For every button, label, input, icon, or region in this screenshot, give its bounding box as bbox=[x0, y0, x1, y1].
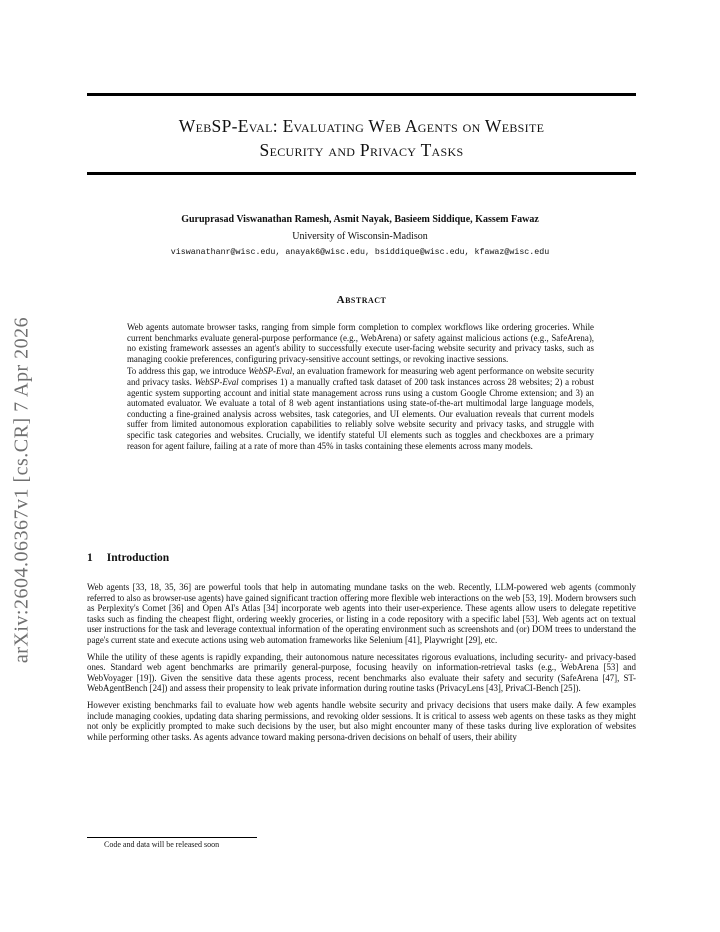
section-title: Introduction bbox=[106, 552, 170, 564]
title-line-1: WebSP-Eval: Evaluating Web Agents on Website bbox=[178, 116, 545, 136]
paper-title bbox=[87, 114, 636, 162]
framework-name: WebSP-Eval bbox=[194, 376, 239, 387]
arxiv-id: arXiv:2604.06367v1 [cs.CR] 7 Apr 2026 bbox=[10, 316, 33, 664]
section-number: 1 bbox=[87, 552, 93, 564]
title-line-2: Security and Privacy Tasks bbox=[259, 140, 464, 160]
author-emails: viswanathanr@wisc.edu, anayak6@wisc.edu, bsiddique@wisc.edu, kfawaz@wisc.edu bbox=[170, 248, 550, 257]
footnote-rule bbox=[87, 837, 257, 838]
title-bottom-rule bbox=[87, 172, 636, 175]
section-heading bbox=[87, 552, 169, 564]
abstract-paragraph-2 bbox=[127, 366, 594, 451]
framework-name: WebSP-Eval bbox=[248, 366, 293, 377]
abstract-text: To address this gap, we introduce bbox=[127, 366, 249, 377]
author-list: Guruprasad Viswanathan Ramesh, Asmit Nayak, Basieem Siddique, Kassem Fawaz bbox=[181, 214, 539, 225]
abstract-body bbox=[127, 322, 594, 453]
abstract-paragraph-1: Web agents automate browser tasks, ranging from simple form completion to complex workflows like ordering groceries. While current benchmarks evaluate general-purpose performance (e.g., WebArena) or safety against malicious actions (e.g., SafeArena), no existing framework assesses an agent's ability to successfully execute user-facing website security and privacy tasks, such as managing cookie preferences, configuring privacy-sensitive account settings, or revoking inactive sessions. bbox=[127, 322, 594, 364]
abstract-text: , an evaluation framework for measuring web agent performance on website security and privacy tasks. bbox=[127, 366, 595, 387]
affiliation: University of Wisconsin-Madison bbox=[292, 231, 428, 242]
introduction-body bbox=[87, 582, 636, 748]
abstract-text: comprises 1) a manually crafted task dataset of 200 task instances across 28 websites; 2) a robust agentic system supporting account and initial state management across runs using a custom Google Chrome extension; and 3) an automated evaluator. We evaluate a total of 8 web agent instantiations using state-of-the-art multimodal large language models, conducting a fine-grained analysis across websites, task categories, and UI elements. Our evaluation reveals that current models suffer from limited autonomous exploration capabilities to reliably solve website security and privacy tasks, and struggle with specific task categories and websites. Crucially, we identify stateful UI elements such as toggles and checkboxes are a primary reason for agent failure, failing at a rate of more than 45% in tasks containing these elements across many models. bbox=[127, 376, 594, 451]
footnote: Code and data will be released soon bbox=[104, 840, 220, 849]
intro-paragraph-2: While the utility of these agents is rapidly expanding, their autonomous nature necessitates rigorous evaluations, including security- and privacy-based ones. Standard web agent benchmarks are primarily general-purpose, focusing heavily on information-retrieval tasks (e.g., WebArena [53] and WebVoyager [19]). Given the sensitive data these agents process, recent benchmarks also evaluate their safety and security (SafeArena [47], ST-WebAgentBench [24]) and assess their propensity to leak private information during routine tasks (PrivacyLens [43], PrivaCI-Bench [25]). bbox=[87, 651, 636, 694]
intro-paragraph-3: However existing benchmarks fail to evaluate how web agents handle website security and privacy decisions that users make daily. A few examples include managing cookies, updating data sharing permissions, and revoking older sessions. It is critical to assess web agents on these tasks as they might not only be explicitly prompted to make such decisions by the user, but also might encounter many of these tasks during live exploration of websites while performing other tasks. As agents advance toward making persona-driven decisions on behalf of users, their ability bbox=[87, 699, 636, 742]
intro-paragraph-1: Web agents [33, 18, 35, 36] are powerful tools that help in automating mundane tasks on the web. Recently, LLM-powered web agents (commonly referred to also as browser-use agents) have gained significant traction offering more flexible web interactions on the web [53, 19]. Modern browsers such as Perplexity's Comet [36] and Open AI's Atlas [34] incorporate web agents into their user-experience. These agents allow users to delegate repetitive tasks such as finding the cheapest flight, ordering weekly groceries, or listing in a code repository with a specific label [53]. Web agents act on textual user instructions for the task and leverage contextual information of the operating environment such as screenshots and (or) DOM trees to understand the page's current state and execute actions using web automation frameworks like Selenium [41], Playwright [29], etc. bbox=[87, 582, 636, 645]
abstract-heading: Abstract bbox=[336, 294, 387, 306]
title-top-rule bbox=[87, 93, 636, 96]
arxiv-watermark bbox=[2, 295, 42, 685]
